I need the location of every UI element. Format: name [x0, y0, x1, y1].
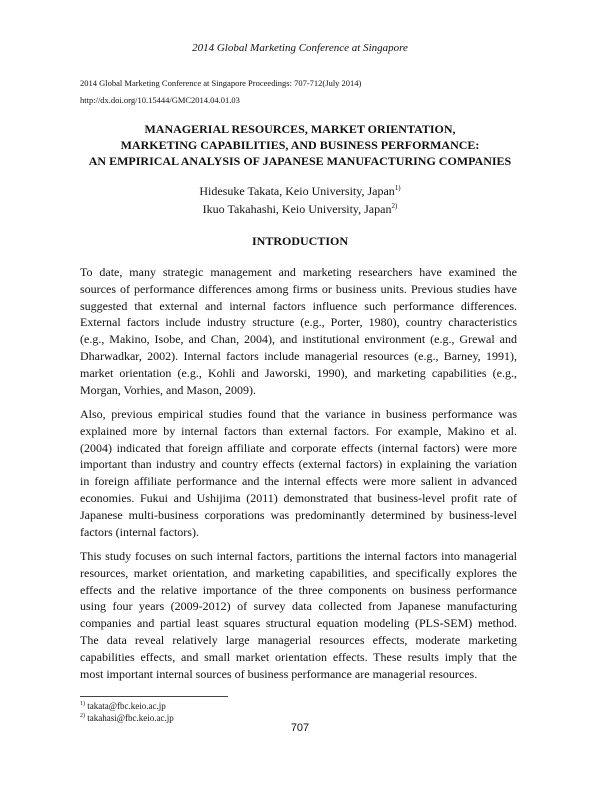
- paragraph-2: [80, 406, 517, 540]
- text-line: using four years (2009-2012) of survey data collected from Japanese manufacturing: [80, 599, 517, 614]
- text-line: This study focuses on such internal factors, partitions the internal factors into managerial: [80, 549, 517, 563]
- footnote-1: [80, 701, 166, 711]
- footnote-mark: 1): [80, 701, 85, 707]
- footnote-mark: 2): [80, 713, 85, 719]
- footnote-mark: 1): [394, 184, 401, 192]
- text-line: important than industry and country effects (external factors) in explaining the variation: [80, 457, 517, 472]
- footnote-email[interactable]: takata@fbc.keio.ac.jp: [87, 701, 166, 711]
- title-line: MANAGERIAL RESOURCES, MARKET ORIENTATION,: [144, 122, 456, 136]
- text-line: External factors include industry structure (e.g., Porter, 1980), country characteristics: [80, 315, 517, 330]
- footnote-email[interactable]: takahasi@fbc.keio.ac.jp: [87, 713, 174, 723]
- paragraph-1: [80, 264, 517, 398]
- page-number: 707: [290, 722, 310, 734]
- text-line: To date, many strategic management and marketing researchers have examined the: [80, 265, 517, 279]
- footnote-mark: 2): [391, 202, 398, 210]
- author-1: [0, 184, 600, 199]
- text-line: factors (internal factors).: [80, 524, 199, 539]
- author-name: Hidesuke Takata, Keio University, Japan: [199, 184, 395, 198]
- author-2: [0, 202, 600, 217]
- text-line: Also, previous empirical studies found that the variance in business performance was: [80, 407, 517, 421]
- paragraph-3: [80, 548, 517, 682]
- text-line: companies and partial least squares structural equation modeling (PLS-SEM) method.: [80, 616, 517, 631]
- text-line: The data reveal relatively large managerial resources effects, moderate marketing: [80, 632, 517, 647]
- text-line: economies. Fukui and Ushijima (2011) demonstrated that business-level profit rate of: [80, 490, 517, 505]
- section-heading: INTRODUCTION: [251, 234, 348, 248]
- text-line: capabilities effects, and small market orientation effects. These results imply that the: [80, 649, 517, 664]
- text-line: Morgan, Vorhies, and Mason, 2009).: [80, 382, 256, 397]
- text-line: most important internal sources of business performance are managerial resources.: [80, 666, 478, 681]
- doi-link[interactable]: http://dx.doi.org/10.15444/GMC2014.04.01.03: [80, 95, 240, 105]
- proceedings-citation: 2014 Global Marketing Conference at Singapore Proceedings: 707-712(July 2014): [80, 78, 362, 88]
- text-line: sources of performance differences among firms or business units. Previous studies have: [80, 281, 517, 296]
- text-line: effects and the relative importance of the three components on business performance: [80, 582, 517, 597]
- paper-title: [60, 121, 540, 169]
- footnote-divider: [80, 696, 228, 697]
- text-line: explained more by internal factors than external factors. For example, Makino et al.: [80, 423, 517, 438]
- text-line: resources, market orientation, and marketing capabilities, and specifically explores the: [80, 565, 517, 580]
- text-line: Japanese multi-business corporations was predominantly determined by business-level: [80, 507, 517, 522]
- text-line: (e.g., Makino, Isobe, and Chan, 2004), and institutional environment (e.g., Grewal and: [80, 332, 517, 347]
- text-line: (2004) indicated that foreign affiliate and corporate effects (internal factors) were more: [80, 440, 517, 455]
- title-line: AN EMPIRICAL ANALYSIS OF JAPANESE MANUFACTURING COMPANIES: [88, 154, 512, 168]
- title-line: MARKETING CAPABILITIES, AND BUSINESS PERFORMANCE:: [120, 138, 480, 152]
- text-line: market orientation (e.g., Kohli and Jaworski, 1990), and marketing capabilities (e.g.,: [80, 365, 517, 380]
- text-line: in foreign affiliate performance and the internal effects were more salient in advanced: [80, 474, 517, 489]
- running-header: 2014 Global Marketing Conference at Singapore: [192, 42, 408, 54]
- text-line: Dharwadkar, 2002). Internal factors include managerial resources (e.g., Barney, 1991),: [80, 348, 517, 363]
- text-line: suggested that external and internal factors influence such performance differences.: [80, 298, 517, 313]
- author-name: Ikuo Takahashi, Keio University, Japan: [202, 202, 392, 216]
